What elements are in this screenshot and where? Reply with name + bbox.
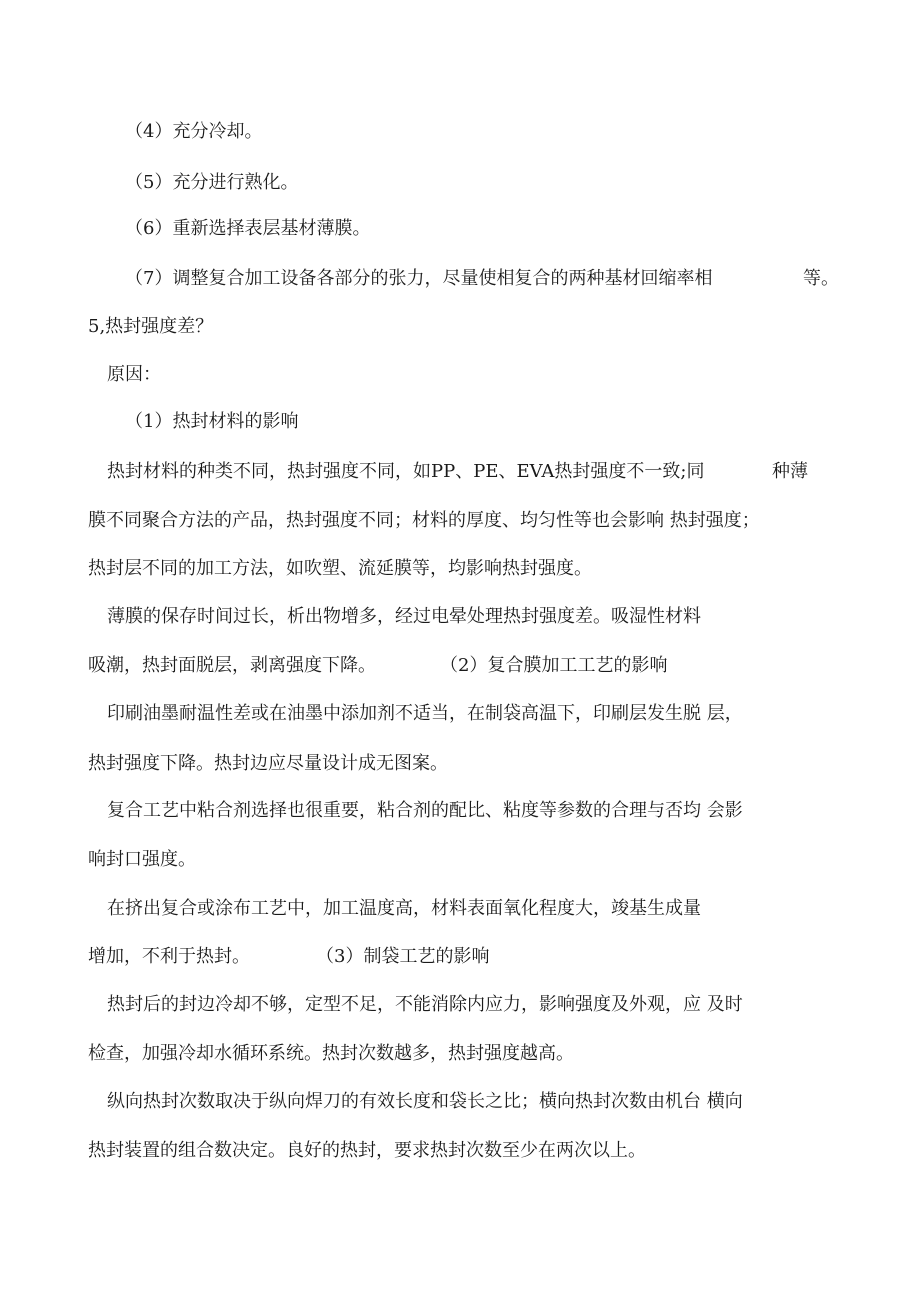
- text-line: 增加，不利于热封。: [88, 946, 250, 967]
- subheading: （3）制袋工艺的影响: [316, 946, 490, 967]
- paragraph-line: [107, 459, 827, 485]
- text-line: 吸潮，热封面脱层，剥离强度下降。: [88, 655, 376, 676]
- text-line: 热封后的封边冷却不够，定型不足，不能消除内应力，影响强度及外观，应 及时: [107, 994, 743, 1015]
- paragraph-line: [88, 508, 760, 534]
- text-line: 膜不同聚合方法的产品，热封强度不同；材料的厚度、均匀性等也会影响 热封强度；: [88, 510, 760, 531]
- paragraph-line: [88, 1138, 646, 1164]
- text-line: 热封层不同的加工方法，如吹塑、流延膜等，均影响热封强度。: [88, 558, 592, 579]
- text-line: （4）充分冷却。: [125, 121, 263, 142]
- text-line: 响封口强度。: [88, 849, 196, 870]
- paragraph-line: [107, 798, 743, 824]
- text-line: （1）热封材料的影响: [125, 411, 299, 432]
- paragraph-line: [88, 1041, 574, 1067]
- list-item: [125, 170, 298, 196]
- paragraph-line: [107, 604, 701, 630]
- text-line: 纵向热封次数取决于纵向焊刀的有效长度和袋长之比；横向热封次数由机台 横向: [107, 1091, 743, 1112]
- text-line-end: 等。: [803, 268, 839, 289]
- text-line: 在挤出复合或涂布工艺中，加工温度高，材料表面氧化程度大，竣基生成量: [107, 898, 701, 919]
- text-line: 原因：: [107, 364, 161, 385]
- paragraph-line: [88, 751, 448, 777]
- text-line: （5）充分进行熟化。: [125, 172, 299, 193]
- paragraph-line: [107, 362, 161, 388]
- paragraph-line: [107, 1089, 743, 1115]
- paragraph-line: [107, 896, 701, 922]
- section-title: 5,热封强度差？: [88, 316, 214, 337]
- text-line: （6）重新选择表层基材薄膜。: [125, 218, 371, 239]
- list-item: [125, 119, 262, 145]
- subheading: （2）复合膜加工工艺的影响: [440, 655, 668, 676]
- list-item: [125, 216, 370, 242]
- paragraph-line: [88, 556, 592, 582]
- paragraph-line: [107, 701, 743, 727]
- text-line: 检查，加强冷却水循环系统。热封次数越多，热封强度越高。: [88, 1043, 574, 1064]
- paragraph-line: [107, 992, 743, 1018]
- paragraph-line: [88, 944, 518, 970]
- text-line: 热封强度下降。热封边应尽量设计成无图案。: [88, 753, 448, 774]
- text-line: 薄膜的保存时间过长，析出物增多，经过电晕处理热封强度差。吸湿性材料: [107, 606, 701, 627]
- subheading: [125, 409, 298, 435]
- text-line: （7）调整复合加工设备各部分的张力，尽量使相复合的两种基材回缩率相: [125, 268, 713, 289]
- text-line: 印刷油墨耐温性差或在油墨中添加剂不适当，在制袋高温下，印刷层发生脱 层，: [107, 703, 743, 724]
- paragraph-line: [88, 847, 196, 873]
- list-item: [125, 266, 920, 292]
- text-line: 热封装置的组合数决定。良好的热封，要求热封次数至少在两次以上。: [88, 1140, 646, 1161]
- paragraph-line: [88, 653, 728, 679]
- text-line: 热封材料的种类不同，热封强度不同，如PP、PE、EVA热封强度不一致;同: [107, 461, 705, 482]
- text-line: 复合工艺中粘合剂选择也很重要，粘合剂的配比、粘度等参数的合理与否均 会影: [107, 800, 743, 821]
- text-line-end: 种薄: [772, 461, 808, 482]
- section-heading: [88, 314, 213, 340]
